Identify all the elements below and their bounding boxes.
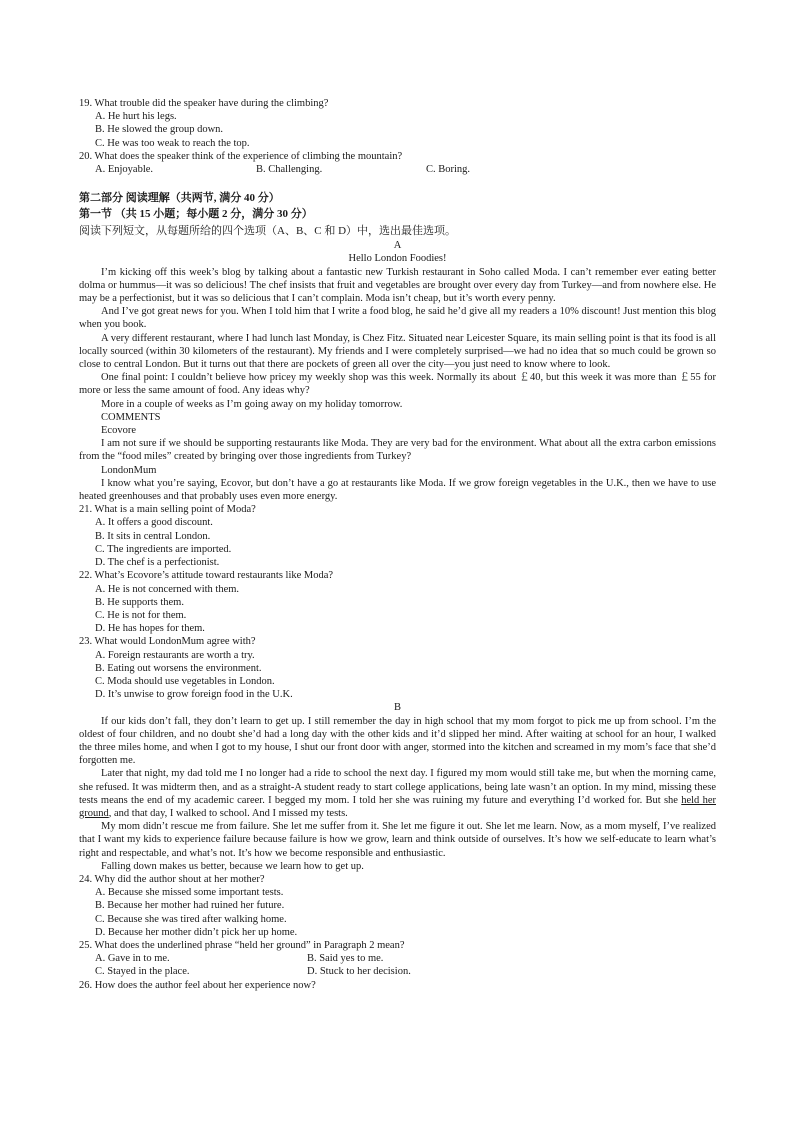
question-25-option-a: A. Gave in to me. — [95, 953, 170, 965]
question-20-stem: 20. What does the speaker think of the experience of climbing the mountain? — [79, 150, 403, 162]
passage-a-label: A — [393, 240, 402, 252]
page-content — [79, 97, 716, 992]
instructions: 阅读下列短文，从每题所给的四个选项（A、B、C 和 D）中，选出最佳选项。 — [79, 224, 457, 237]
question-20-options — [79, 163, 716, 176]
passage-b-paragraph-3: My mom didn’t rescue me from failure. She let me suffer from it. She let me figure it out. She let me learn. Now, as a mom myself, I’ve realized that I want my kids to experience failure because failure is how we grow, learn and think outside of ourselves. It’s how we self-educate to learn what’s right and respectable, and what’s not. It’s how we become responsible and enthusiastic. — [79, 821, 716, 859]
question-22-option-c: C. He is not for them. — [95, 609, 187, 621]
question-20-option-a: A. Enjoyable. — [95, 164, 154, 176]
question-23-option-d: D. It’s unwise to grow foreign food in the U.K. — [95, 689, 293, 701]
question-21-option-d: D. The chef is a perfectionist. — [95, 557, 220, 569]
passage-a-paragraph-5: More in a couple of weeks as I’m going away on my holiday tomorrow. — [101, 398, 403, 410]
passage-b-paragraph-2 — [79, 767, 716, 820]
question-19-stem: 19. What trouble did the speaker have during the climbing? — [79, 98, 329, 109]
question-22-option-d: D. He has hopes for them. — [95, 623, 205, 635]
question-21-stem: 21. What is a main selling point of Moda? — [79, 504, 256, 516]
passage-a-paragraph-2: And I’ve got great news for you. When I told him that I write a food blog, he said he’d give all my readers a 10% discount! Just mention this blog when you book. — [79, 306, 716, 331]
question-20-option-c: C. Boring. — [426, 164, 471, 176]
question-19-option-b: B. He slowed the group down. — [95, 124, 224, 136]
comments-heading: COMMENTS — [101, 411, 161, 423]
question-25-stem: 25. What does the underlined phrase “held her ground” in Paragraph 2 mean? — [79, 939, 405, 951]
question-24-option-d: D. Because her mother didn’t pick her up home. — [95, 926, 298, 938]
passage-a-paragraph-4: One final point: I couldn’t believe how pricey my weekly shop was this week. Normally its about ￡40, but this week it was more than ￡55 for more or less the same amount of food. Any ideas why? — [79, 372, 716, 397]
question-25-options-row-1 — [79, 952, 716, 965]
question-21-option-c: C. The ingredients are imported. — [95, 543, 232, 555]
question-25-option-c: C. Stayed in the place. — [95, 966, 190, 978]
comment-author-ecovore: Ecovore — [101, 425, 136, 437]
question-25-options-row-2 — [79, 965, 716, 978]
question-20-option-b: B. Challenging. — [256, 164, 323, 176]
question-22-option-b: B. He supports them. — [95, 596, 184, 608]
passage-b-paragraph-1: If our kids don’t fall, they don’t learn to get up. I still remember the day in high school that my mom forgot to pick me up from school. I’m the oldest of four children, and no doubt she’d had a long day with the other kids and it’d slipped her mind. After waiting at school for an hour, I walked the three miles home, and when I got to my house, I shut our front door with anger, stormed into the kitchen and screamed in my mom’s face that she’d forgotten me. — [79, 715, 716, 767]
question-22-stem: 22. What’s Ecovore’s attitude toward restaurants like Moda? — [79, 570, 334, 582]
passage-a-paragraph-1: I’m kicking off this week’s blog by talking about a fantastic new Turkish restaurant in Soho called Moda. I can’t remember ever eating better dolma or hummus—it was so delicious! The chef insists that fruit and vegetables are brought over every day from Turkey—and from nowhere else. He may be a perfectionist, but it was so delicious that I can’t complain. Moda isn’t cheap, but it’s worth every penny. — [79, 266, 716, 305]
comment-text-londonmum: I know what you’re saying, Ecovor, but don’t have a go at restaurants like Moda. If we grow foreign vegetables in the U.K., then we have to use heated greenhouses and that probably uses even more energy. — [79, 477, 716, 503]
question-24-option-b: B. Because her mother had ruined her future. — [95, 900, 285, 912]
passage-a-title: Hello London Foodies! — [348, 253, 447, 265]
question-24-option-c: C. Because she was tired after walking home. — [95, 913, 287, 925]
question-19-option-c: C. He was too weak to reach the top. — [95, 137, 250, 149]
passage-b-label: B — [393, 702, 401, 714]
question-25-option-b: B. Said yes to me. — [307, 953, 384, 965]
question-21-option-a: A. It offers a good discount. — [95, 517, 213, 529]
question-21-option-b: B. It sits in central London. — [95, 530, 211, 542]
section-title: 第一节 （共 15 小题；每小题 2 分，满分 30 分） — [79, 208, 313, 221]
passage-a-paragraph-3: A very different restaurant, where I had lunch last Monday, is Chez Fitz. Situated near Leicester Square, its main selling point is that its food is all locally sourced (within 30 kilometers of the restaurant). My friends and I were completely surprised—we had no idea that so much could be grown so close to central London. But it turns out that there are pockets of green all over the city—you just need to know where to look. — [79, 332, 716, 371]
passage-b-paragraph-4: Falling down makes us better, because we learn how to get up. — [101, 860, 364, 872]
paragraph-2-text-after: , and that day, I walked to school. And I missed my tests. — [108, 807, 348, 819]
paragraph-2-text-before: Later that night, my dad told me I no longer had a ride to school the next day. I figured my mom would still take me, but when the morning came, she refused. It was midterm then, and as a straight-A student ready to start college applications, being late wasn’t an option. In my mind, missing these tests means the end of my academic career. I begged my mom. I told her she was ruining my future and everything I’d worked for. But she — [79, 768, 716, 806]
question-25-option-d: D. Stuck to her decision. — [307, 966, 411, 978]
comment-text-ecovore: I am not sure if we should be supporting restaurants like Moda. They are very bad for the environment. What about all the extra carbon emissions from the “food miles” created by bringing over those ingredients from Turkey? — [79, 438, 716, 463]
question-23-stem: 23. What would LondonMum agree with? — [79, 636, 256, 648]
question-23-option-a: A. Foreign restaurants are worth a try. — [95, 649, 255, 661]
question-22-option-a: A. He is not concerned with them. — [95, 583, 240, 595]
question-26-stem: 26. How does the author feel about her experience now? — [79, 979, 316, 991]
underlined-phrase: held her ground — [79, 794, 716, 819]
question-23-option-b: B. Eating out worsens the environment. — [95, 662, 262, 674]
comment-author-londonmum: LondonMum — [101, 464, 157, 476]
question-19-option-a: A. He hurt his legs. — [95, 111, 177, 123]
question-24-stem: 24. Why did the author shout at her mother? — [79, 873, 265, 885]
question-24-option-a: A. Because she missed some important tests. — [95, 887, 284, 899]
part-title: 第二部分 阅读理解（共两节, 满分 40 分） — [79, 191, 280, 204]
question-23-option-c: C. Moda should use vegetables in London. — [95, 675, 275, 687]
